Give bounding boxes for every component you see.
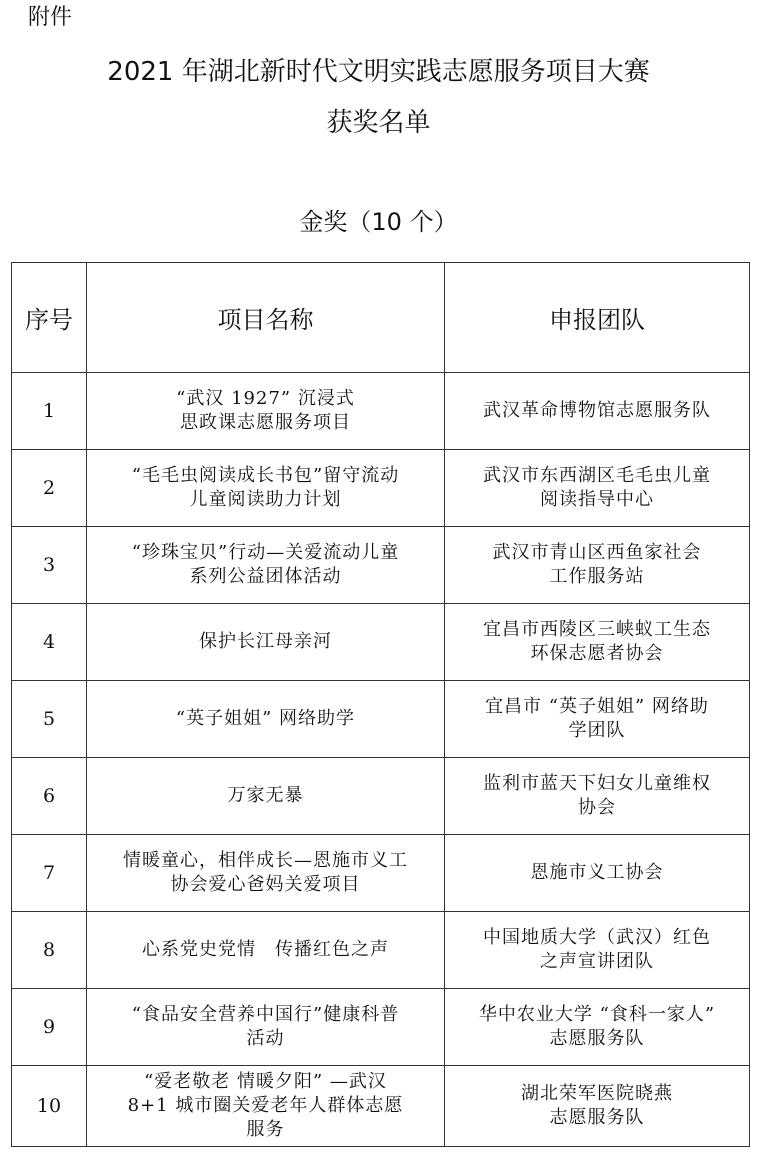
table-row (12, 835, 750, 912)
header-team: 申报团队 (445, 263, 750, 373)
applicant-team-line: 湖北荣军医院晓燕 (521, 1083, 673, 1104)
applicant-team (445, 758, 750, 835)
table-row (12, 912, 750, 989)
applicant-team-line: 华中农业大学 “食科一家人” (478, 1004, 716, 1025)
project-name-line: “爱老敬老 情暖夕阳” —武汉 (144, 1071, 387, 1092)
project-name-line: 服务 (246, 1119, 285, 1140)
attachment-label: 附件 (28, 5, 73, 30)
applicant-team-line: 环保志愿者协会 (530, 643, 664, 664)
applicant-team-line: 武汉革命博物馆志愿服务队 (483, 400, 711, 421)
project-name-line: 情暖童心，相伴成长—恩施市义工 (123, 850, 408, 871)
row-number: 3 (12, 527, 87, 604)
row-number: 5 (12, 681, 87, 758)
project-name-line: 心系党史党情 传播红色之声 (142, 939, 389, 960)
row-number: 8 (12, 912, 87, 989)
row-number: 1 (12, 373, 87, 450)
row-number: 2 (12, 450, 87, 527)
applicant-team-line: 学团队 (568, 720, 626, 741)
applicant-team (445, 373, 750, 450)
project-name-line: “毛毛虫阅读成长书包”留守流动 (131, 465, 400, 486)
project-name-line: “武汉 1927” 沉浸式 (176, 388, 355, 409)
project-name-line: 活动 (246, 1028, 285, 1049)
applicant-team-line: 中国地质大学（武汉）红色 (483, 927, 711, 948)
applicant-team (445, 450, 750, 527)
applicant-team (445, 912, 750, 989)
table-row (12, 373, 750, 450)
applicant-team-line: 之声宣讲团队 (540, 951, 654, 972)
applicant-team-line: 武汉市东西湖区毛毛虫儿童 (483, 465, 711, 486)
project-name-line: “珍珠宝贝”行动—关爱流动儿童 (131, 542, 400, 563)
row-number: 10 (12, 1066, 87, 1147)
project-name-line: 系列公益团体活动 (189, 566, 342, 587)
document-title-line-2: 获奖名单 (326, 108, 431, 138)
document-title-line-1: 2021 年湖北新时代文明实践志愿服务项目大赛 (107, 57, 650, 87)
applicant-team (445, 527, 750, 604)
applicant-team (445, 989, 750, 1066)
project-name-line: 8+1 城市圈关爱老年人群体志愿 (127, 1095, 404, 1116)
applicant-team-line: 志愿服务队 (549, 1107, 645, 1128)
project-name-line: 思政课志愿服务项目 (180, 412, 351, 433)
applicant-team-line: 阅读指导中心 (540, 489, 654, 510)
applicant-team (445, 604, 750, 681)
project-name (87, 604, 445, 681)
applicant-team-line: 宜昌市 “英子姐姐” 网络助 (485, 696, 709, 717)
applicant-team-line: 协会 (578, 797, 616, 818)
project-name (87, 681, 445, 758)
project-name-line: 万家无暴 (227, 785, 304, 806)
table-row (12, 758, 750, 835)
table-header-row (12, 263, 750, 373)
project-name (87, 373, 445, 450)
header-project-name: 项目名称 (87, 263, 445, 373)
applicant-team (445, 835, 750, 912)
project-name (87, 527, 445, 604)
table-row (12, 681, 750, 758)
applicant-team-line: 志愿服务队 (549, 1028, 645, 1049)
project-name (87, 1066, 445, 1147)
row-number: 4 (12, 604, 87, 681)
applicant-team-line: 恩施市义工协会 (530, 862, 664, 883)
project-name (87, 450, 445, 527)
applicant-team (445, 681, 750, 758)
award-heading: 金奖（10 个） (299, 208, 458, 236)
table-row (12, 604, 750, 681)
row-number: 9 (12, 989, 87, 1066)
applicant-team-line: 工作服务站 (549, 566, 645, 587)
header-number: 序号 (12, 263, 87, 373)
row-number: 7 (12, 835, 87, 912)
table-row (12, 1066, 750, 1147)
applicant-team-line: 武汉市青山区西鱼家社会 (492, 542, 702, 563)
applicant-team-line: 监利市蓝天下妇女儿童维权 (483, 773, 711, 794)
project-name-line: “英子姐姐” 网络助学 (175, 708, 356, 729)
project-name (87, 758, 445, 835)
project-name-line: 协会爱心爸妈关爱项目 (170, 874, 361, 895)
table-row (12, 989, 750, 1066)
awards-table (11, 262, 750, 1147)
project-name (87, 912, 445, 989)
row-number: 6 (12, 758, 87, 835)
project-name-line: “食品安全营养中国行”健康科普 (131, 1004, 400, 1025)
project-name-line: 保护长江母亲河 (199, 631, 332, 652)
project-name-line: 儿童阅读助力计划 (189, 489, 342, 510)
table-body (12, 373, 750, 1147)
applicant-team (445, 1066, 750, 1147)
table-row (12, 527, 750, 604)
project-name (87, 989, 445, 1066)
project-name (87, 835, 445, 912)
applicant-team-line: 宜昌市西陵区三峡蚁工生态 (483, 619, 711, 640)
table-row (12, 450, 750, 527)
